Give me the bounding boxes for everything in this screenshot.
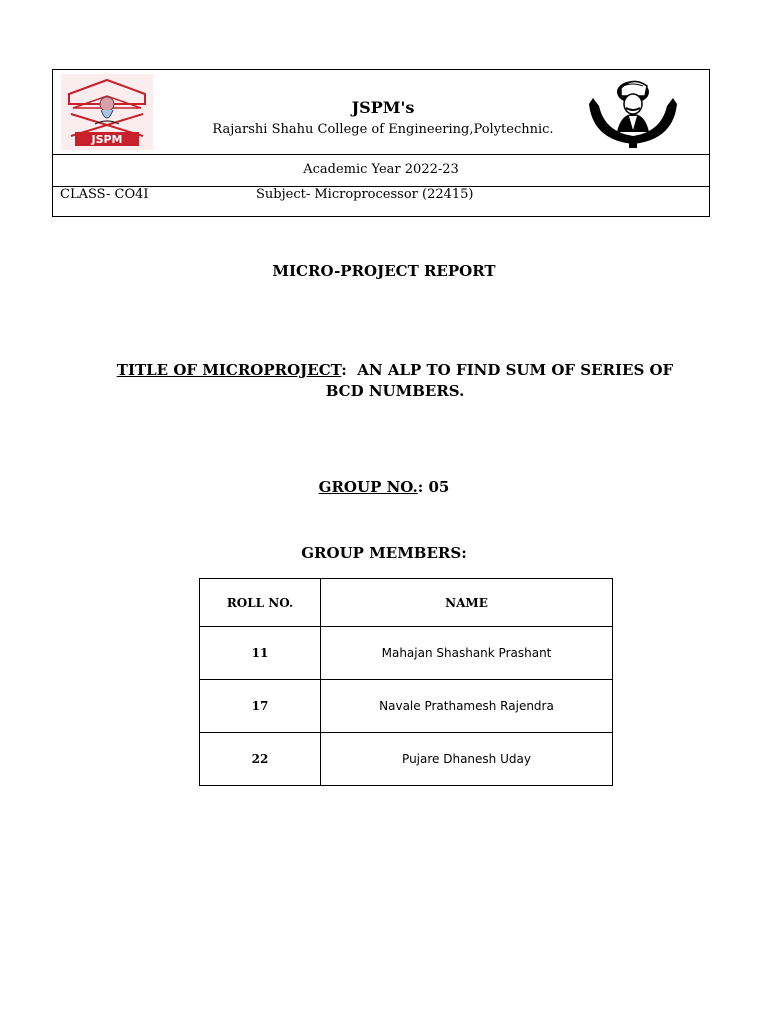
group-separator: :: [417, 478, 424, 496]
title-label: TITLE OF MICROPROJECT: [116, 361, 342, 379]
class-label: CLASS- CO4I: [60, 187, 149, 202]
header-top-row: [53, 70, 709, 155]
header-class-row: [53, 186, 709, 217]
report-heading: MICRO-PROJECT REPORT: [272, 262, 496, 280]
table-row: [200, 680, 613, 733]
academic-year: Academic Year 2022-23: [303, 162, 459, 177]
roll-cell: 11: [200, 627, 321, 680]
header-academic-row: [53, 154, 709, 187]
jspm-logo-icon: [61, 74, 153, 150]
subject-label: Subject- Microprocessor (22415): [256, 187, 474, 202]
group-label: GROUP NO.: [318, 478, 418, 496]
header-box: [52, 69, 710, 217]
col-header-roll: ROLL NO.: [200, 579, 321, 627]
name-cell: Navale Prathamesh Rajendra: [321, 680, 613, 733]
group-number: [0, 478, 768, 496]
roll-cell: 17: [200, 680, 321, 733]
name-cell: Pujare Dhanesh Uday: [321, 733, 613, 786]
logo-text: JSPM: [91, 133, 123, 146]
college-name: Rajarshi Shahu College of Engineering,Polytechnic.: [212, 122, 554, 137]
roll-cell: 22: [200, 733, 321, 786]
name-cell: Mahajan Shashank Prashant: [321, 627, 613, 680]
group-value: 05: [428, 478, 450, 496]
table-row: [200, 627, 613, 680]
title-value: AN ALP TO FIND SUM OF SERIES OF BCD NUMBERS.: [325, 361, 674, 400]
title-separator: :: [341, 361, 347, 379]
col-header-name: NAME: [321, 579, 613, 627]
members-table: [199, 578, 613, 786]
org-name: JSPM's: [351, 98, 415, 117]
emblem-portrait-icon: [583, 74, 683, 150]
table-row: [200, 733, 613, 786]
table-header-row: [200, 579, 613, 627]
members-heading: GROUP MEMBERS:: [301, 544, 467, 562]
project-title: [100, 360, 690, 402]
